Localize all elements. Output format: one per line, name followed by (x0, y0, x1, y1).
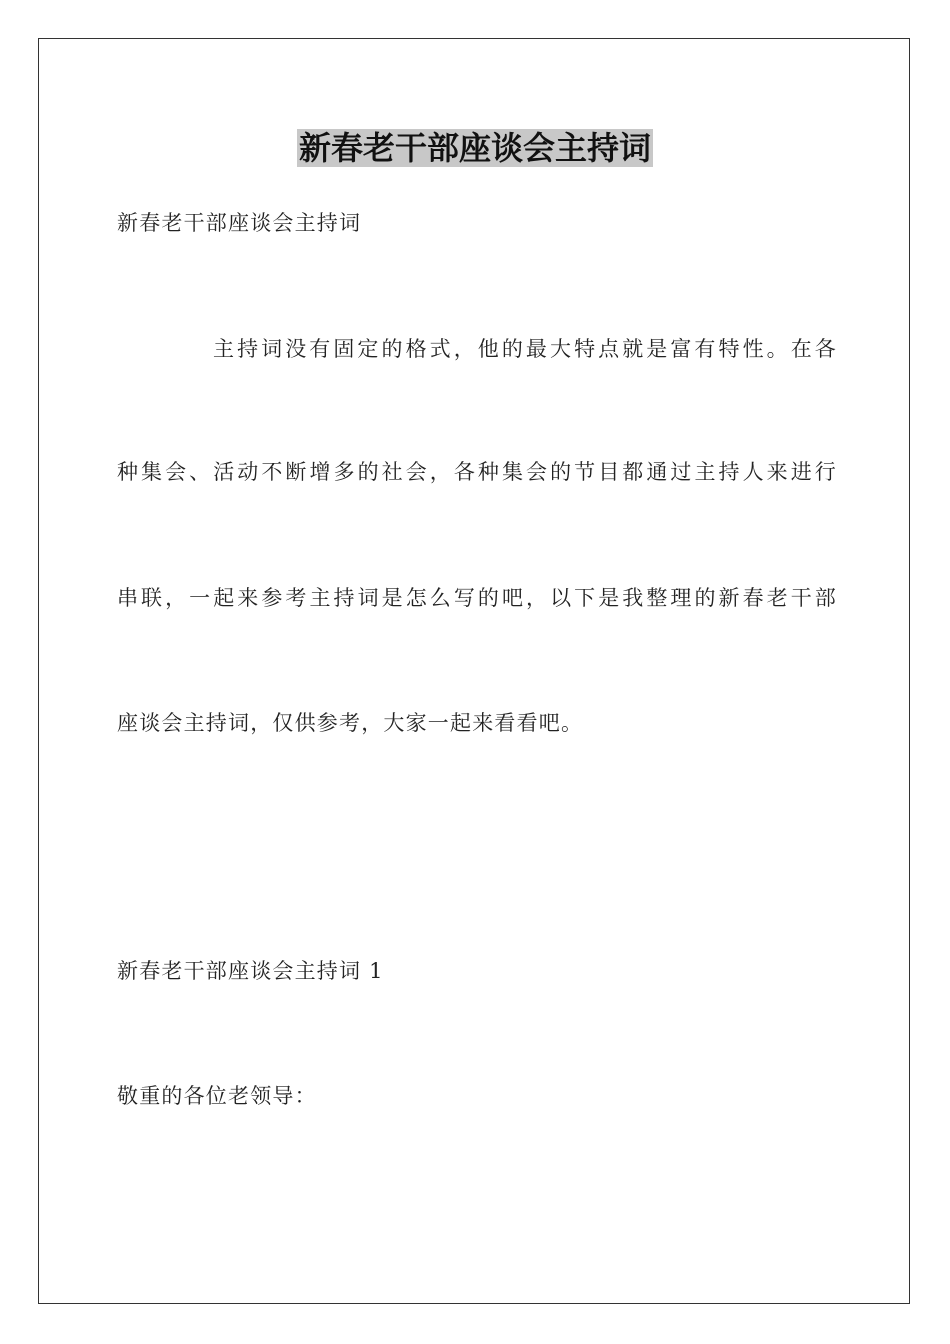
document-subtitle: 新春老干部座谈会主持词 (117, 211, 362, 235)
intro-paragraph-line-3: 串联，一起来参考主持词是怎么写的吧，以下是我整理的新春老干部 (117, 586, 837, 610)
salutation: 敬重的各位老领导： (117, 1084, 317, 1108)
intro-paragraph-line-2: 种集会、活动不断增多的社会，各种集会的节目都通过主持人来进行 (117, 460, 837, 484)
intro-paragraph-line-1: 主持词没有固定的格式，他的最大特点就是富有特性。在各 (213, 337, 837, 361)
intro-paragraph-line-4: 座谈会主持词，仅供参考，大家一起来看看吧。 (117, 711, 584, 735)
document-title (0, 126, 950, 170)
section-heading: 新春老干部座谈会主持词 1 (117, 959, 384, 983)
document-title-text: 新春老干部座谈会主持词 (298, 129, 651, 167)
